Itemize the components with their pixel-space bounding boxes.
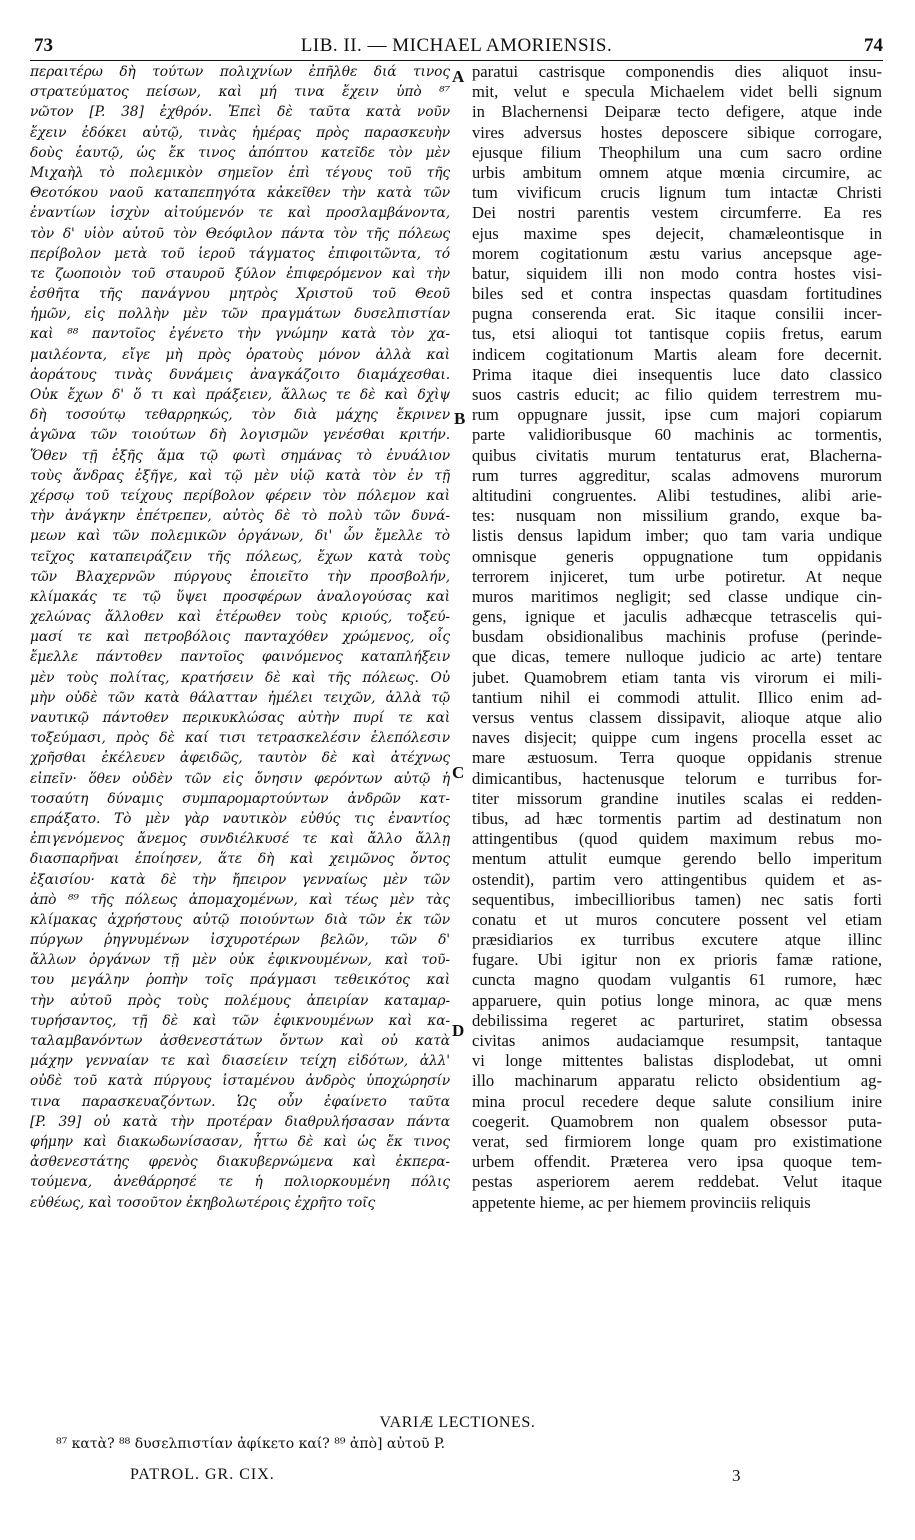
latin-text-line: sequentibus, imbecillioribus tamen) nec satis forti [472,889,882,909]
latin-text-line: debilissima regeret ac parturiret, statim obsessa [472,1010,882,1030]
greek-text-line: μαιλέοντα, εἴγε μὴ πρὸς ὁρατοὺς μόνον ἀλλὰ καὶ [30,346,450,363]
latin-text-line: morem cogitationum æstu varius ancepsque age- [472,243,882,263]
latin-text-line: mare æstuosum. Terra quoque oppidanis strenue [472,748,882,768]
latin-text-line: tantium nihil ei commodi attulit. Illico enim ad- [472,687,882,707]
variae-lectiones-heading: VARIÆ LECTIONES. [379,1414,536,1431]
running-head [30,34,883,61]
latin-text-line: cuncta magno quodam vulgantis 61 rumore, hæc [472,970,882,990]
greek-text-line: δὴ τοσούτῳ τεθαρρηκώς, τὸν διὰ μάχης ἔκρινεν [30,407,450,424]
latin-text-line: tes: nusquam non missilium grando, exque ba- [472,506,882,526]
greek-text-line: τὸν δ' υἱὸν αὐτοῦ τὸν Θεόφιλον πάντα τὸν τῆς πόλεως [30,225,450,242]
latin-text-line: rum turres aggreditur, scalas admovens murorum [472,465,882,485]
greek-text-line: τὴν ἀνάγκην ἐπέτρεπεν, αὐτὸς δὲ τὸ πολὺ τῶν δυνά- [30,508,450,525]
greek-text-line: δοὺς ἑαυτῷ, ὡς ἔκ τινος ἀπόπτου κατεῖδε τὸν μὲν [30,144,450,161]
greek-column [30,62,450,1213]
latin-text-line: parte validioribusque 60 machinis ac tormentis, [472,425,882,445]
greek-text-line: τοσαύτη δύναμις συμπαρομαρτούντων ἀνδρῶν κατ- [30,790,450,807]
latin-text-line: illo machinarum apparatu relicto obsidentium ag- [472,1071,882,1091]
latin-text-line: jubet. Quamobrem etiam tanta vis virorum ei mili- [472,667,882,687]
latin-text-line: pugna conserenda erat. Sic itaque consilii incer- [472,304,882,324]
greek-text-line: Μιχαὴλ τὸ πολεμικὸν σημεῖον ἐπὶ τέγους τοῦ τῆς [30,164,450,181]
latin-column [472,62,882,1213]
latin-text-line: ostendit), partim vero attingentibus quidem et as- [472,869,882,889]
latin-text-line: tus, etsi alioqui tot tantisque copiis fretus, earum [472,324,882,344]
latin-text-line: vi longe mittentes balistas displodebat, ut omni [472,1051,882,1071]
latin-text-line: biles sed et contra inspectas quasdam fortitudines [472,284,882,304]
latin-text-line: urbem offendit. Præterea vero ipsa quoque tem- [472,1152,882,1172]
section-marker-b: B [454,409,466,428]
greek-text-line: Οὐκ ἔχων δ' ὅ τι καὶ πράξειεν, ἄλλως τε δὲ καὶ δχὶψ [30,387,450,403]
greek-text-line: πύργων ῥηγνυμένων ἰσχυροτέρων βελῶν, τῶν δ' [30,932,450,949]
greek-text-line: χρῆσθαι ἐκέλευεν ἀφειδῶς, ταυτὸν δὲ καὶ ἀτέχνως [30,750,450,767]
latin-text-line: apparuere, quin potius longe minora, ac quæ mens [472,990,882,1010]
greek-text-line: τῶν Βλαχερνῶν πύργους ἐποιεῖτο τὴν προσβολήν, [30,568,450,585]
latin-text-line: gens, ignique et jaculis adhæcque tetrascelis qui- [472,607,882,627]
greek-text-line: ταλαμβανόντων ἀσθενεστάτων ὄντων καὶ οὐ κατὰ [30,1033,450,1049]
section-marker-d: D [452,1021,465,1040]
greek-text-line: τεῖχος καταπειράζειν τῆς πόλεως, ἔχων κατὰ τοὺς [30,548,450,565]
greek-text-line: στρατεύματος πείσων, καὶ μή τινα ἔχειν ὑπὸ ⁸⁷ [30,84,450,101]
latin-text-line: ejusque filium Theophilum una cum sacro ordine [472,142,882,162]
latin-text-line: batur, siquidem illi non modo contra hostes visi- [472,263,882,283]
latin-text-line: verat, sed firmiorem longe quam pro existimatione [472,1131,882,1151]
latin-text-line: mina procul recedere deque salute consilium inire [472,1091,882,1111]
latin-text-line: conatu et ut muros concutere possent vel etiam [472,909,882,929]
greek-text-line: τυρήσαντος, τῇ δὲ καὶ τῶν ἐφικνουμένων καὶ κα- [30,1012,450,1029]
greek-text-line: κλίμακάς τε τῷ ὕψει προσφέρων ἀναλογούσας καὶ [30,588,450,605]
latin-text-line: coegerit. Quamobrem non qualem obsessor puta- [472,1111,882,1131]
greek-text-line: εἰπεῖν· ὅθεν οὐδὲν τῶν εἰς ὄνησιν φερόντων αὐτῷ ἡ [30,770,450,787]
section-marker-c: C [452,763,465,782]
greek-text-line: ἔμελλε πάντοθεν παντοῖος φαινόμενος καταπλήξειν [30,649,450,666]
latin-text-line: altitudini congruentes. Alibi testudines, alibi arie- [472,485,882,505]
latin-text-line: terrorem injiceret, tum urbe potiretur. At neque [472,566,882,586]
greek-text-line: μὲν τοὺς πολίτας, κρατήσειν δὲ καὶ τῆς πόλεως. Οὐ [30,669,450,686]
greek-text-line: μάχην γενναίαν τε καὶ διασείειν τείχη εἰδότων, ἀλλ' [30,1053,450,1070]
latin-text-line: suos castris educit; ac filio quidem terrestrem mu- [472,385,882,404]
greek-text-line: διασπαρῆναι ἐποίησεν, ἅτε δὴ καὶ χειμῶνος ὄντος [30,851,450,868]
greek-text-line: οὐδὲ τοῦ κατὰ πύργους ἱσταμένου ἀνδρὸς ὑποχώρησίν [30,1073,450,1090]
greek-text-line: τὴν αὐτοῦ πρὸς τοὺς πολέμους ἀπειρίαν καταμαρ- [30,992,450,1009]
page-number-left: 73 [34,35,53,56]
latin-text-line: pestas asperiorem aerem reddebat. Velut itaque [472,1172,882,1192]
greek-text-line: τοξεύμασι, πρὸς δὲ καί τισι τετρασκελέσιν ἑλεπόλεσιν [30,730,450,747]
greek-text-line: του μεγάλην ῥοπὴν τοῖς πράγμασι τεθεικότος καὶ [30,972,450,989]
greek-text-line: φήμην καὶ διακωδωνίσασαν, ἧττω δὲ καὶ ὡς ἔκ τινος [30,1133,450,1150]
greek-text-line: εὐθέως, καὶ τοσοῦτον ἐκηβολωτέροις ἐχρῆτο τοῖς [30,1194,376,1211]
greek-text-line: Ὅθεν τῇ ἑξῆς ἅμα τῷ φωτὶ σημάνας τὸ ἐνυάλιον [30,447,450,464]
greek-text-line: μεων καὶ τῶν πολεμικῶν ὀργάνων, δι' ὧν ἔμελλε τὸ [30,528,450,545]
greek-text-line: ἄλλων ὀργάνων τῇ μὲν οὐκ ἐφικνουμένων, καὶ τοῦ- [30,952,450,969]
section-marker-a: A [452,67,465,86]
latin-text-line: vires adversus hostes deposcere sibique corrogare, [472,122,882,142]
latin-text-line: Dei nostri parentis vestem circumferre. Ea res [472,203,882,223]
greek-text-line: ἀσθενεστάτης φρενὸς διακυβερνώμενα καὶ ἐκπερα- [30,1154,450,1171]
greek-text-line: επράξατο. Τὸ μὲν γὰρ ναυτικὸν εὐθύς τις ἐναντίος [30,810,450,827]
latin-text-line: indicem cogitationum Martis aleam fore decernit. [472,344,882,364]
latin-text-line: appetente hieme, ac per hiemem provinciis reliquis [472,1192,811,1212]
greek-text-line: τε ζωοποιὸν τοῦ σταυροῦ ξύλον ἐπιφερόμενον καὶ τὴν [30,265,450,282]
latin-text-line: quibus civitatis murum tentaturus erat, Blacherna- [472,445,882,465]
page-number-right: 74 [864,35,883,56]
latin-text-line: busdam obsidionalibus machinis profuse (perinde- [472,627,882,647]
greek-text-line: ἔχειν ἐδόκει αὐτῷ, τινὰς ἡμέρας πρὸς παρασκευὴν [30,124,450,141]
latin-text-line: dimicantibus, hactenusque telorum e turribus for- [472,768,882,788]
latin-text-line: que dicas, temere nulloque judicio ac arte) tentare [472,647,882,667]
greek-text-line: καὶ ⁸⁸ παντοῖος ἐγένετο τὴν γνώμην κατὰ τὸν χα- [30,326,450,343]
greek-text-line: τούμενα, ἀνεθάρρησέ τε ἡ πολιορκουμένη πόλις [30,1174,450,1191]
latin-text-line: in Blachernensi Deiparæ tecto defigere, atque inde [472,102,882,122]
latin-text-line: mentum attulit eumque gerendo bello imperitum [472,849,882,869]
greek-text-line: ἐσθῆτα τῆς πανάγνου μητρὸς Χριστοῦ τοῦ Θεοῦ [30,286,450,303]
greek-text-line: ἀγῶνα τῶν τοιούτων δὴ λογισμῶν γενέσθαι κριτήν. [30,427,450,444]
footer-series-label: PATROL. GR. CIX. [130,1466,275,1483]
greek-text-line: χελώνας ἄλλοθεν καὶ ἑτέρωθεν τοὺς κριούς, τοξεύ- [30,609,450,626]
latin-text-line: Prima itaque diei insequentis luce dato classico [472,364,882,384]
latin-text-line: civitas animos audaciamque resumpsit, tantaque [472,1031,882,1050]
greek-text-line: περίβολον μετὰ τοῦ ἱεροῦ τάγματος ἐπιφοιτῶντα, τό [30,245,450,262]
footer-signature-mark: 3 [732,1466,741,1485]
greek-text-line: ἐπιγενόμενος ἄνεμος συνδιέλκυσέ τε καὶ ἄλλο ἄλλῃ [30,831,450,848]
latin-text-line: naves disjecit; quippe cum ingens procella esset ac [472,728,882,748]
latin-text-line: muros maritimos negligit; sed classe undique cin- [472,586,882,606]
greek-text-line: νῶτον [P. 38] ἐχθρόν. Ἐπεὶ δὲ ταῦτα κατὰ νοῦν [30,104,450,121]
greek-text-line: χέρσῳ τοῦ τείχους περίβολον φέρειν τὸν πόλεμον καὶ [30,487,450,504]
greek-text-line: Θεοτόκου ναοῦ καταπεπηγότα κἀκεῖθεν τὴν κατὰ τῶν [30,185,450,202]
latin-text-line: fugare. Ubi igitur non ex prioris famæ ratione, [472,950,882,970]
latin-text-line: mit, velut e specula Michaelem videt belli signum [472,82,882,102]
greek-text-line: κλίμακας ἀχρήστους αὐτῷ ποιούντων διὰ τῶν ἐκ τῶν [30,911,450,928]
latin-text-line: listis densus lapidum imber; quo tam varia undique [472,526,882,546]
greek-text-line: ἀοράτους τινὰς δυνάμεις ἀναγκάζοιτο διαμάχεσθαι. [30,366,450,383]
greek-text-line: τοὺς ἄνδρας ἐξῆγε, καὶ τῷ μὲν υἱῷ κατὰ τὸν ἐν τῇ [30,467,450,484]
variant-readings-footnotes: ⁸⁷ κατὰ? ⁸⁸ δυσελπιστίαν ἀφίκετο καί? ⁸⁹ ἀπὸ] αὐτοῦ P. [56,1436,446,1452]
latin-text-line: titer missorum grandine inutiles scalas ei redden- [472,788,882,808]
greek-text-line: τινα παρασκευαζόντων. Ὡς οὖν ἐφαίνετο ταῦτα [30,1093,450,1110]
greek-text-line: ἐξαισίου· κατὰ δὲ τὴν ἤπειρον γενναίως μὲν τῶν [30,871,450,888]
running-title: LIB. II. — MICHAEL AMORIENSIS. [300,35,613,56]
latin-text-line: omnisque generis oppugnatione tum oppidanis [472,546,882,566]
greek-text-line: ναυτικῷ πάντοθεν περικυκλώσας αὐτὴν πυρί τε καὶ [30,710,450,726]
latin-text-line: ejus maxime spes dejecit, chamæleontisque in [472,223,882,243]
latin-text-line: urbis ambitum omnem atque mœnia circumire, ac [472,162,882,182]
greek-text-line: ἀπὸ ⁸⁹ τῆς πόλεως ἀπομαχομένων, καὶ τέως μὲν τὰς [30,891,450,908]
latin-text-line: tum vivificum crucis lignum tum intactæ Christi [472,183,882,203]
greek-text-line: μὴν οὐδὲ τῶν κατὰ θάλατταν ἠμέλει τειχῶν, ἀλλὰ τῷ [30,689,450,706]
greek-text-line: ἡμῶν, εἰς πολλὴν μὲν τῶν πραγμάτων δυσελπιστίαν [30,306,450,323]
latin-text-line: paratui castrisque componendis dies aliquot insu- [472,62,882,81]
latin-text-line: rum oppugnare jussit, ipse cum majori copiarum [472,405,882,425]
latin-text-line: attingentibus (quod quidem maximum rebus mo- [472,829,882,849]
greek-text-line: περαιτέρω δὴ τούτων πολιχνίων ἐπῆλθε διά τινος [30,64,450,80]
latin-text-line: tibus, ad hæc tormentis partim ad destinatum non [472,808,882,828]
greek-text-line: μασί τε καὶ πετροβόλοις πανταχόθεν χρώμενος, οἷς [30,629,450,646]
latin-text-line: versus ventus classem dissipavit, alioque atque alio [472,708,882,727]
latin-text-line: præsidiarios ex turribus excutere atque illinc [472,930,882,950]
greek-text-line: ἐναντίων ἰσχὺν αἰτούμενόν τε καὶ προσλαμβάνοντα, [30,205,450,222]
greek-text-line: [P. 39] οὐ κατὰ τὴν προτέραν διαθρυλήσασαν πάντα [30,1113,450,1130]
